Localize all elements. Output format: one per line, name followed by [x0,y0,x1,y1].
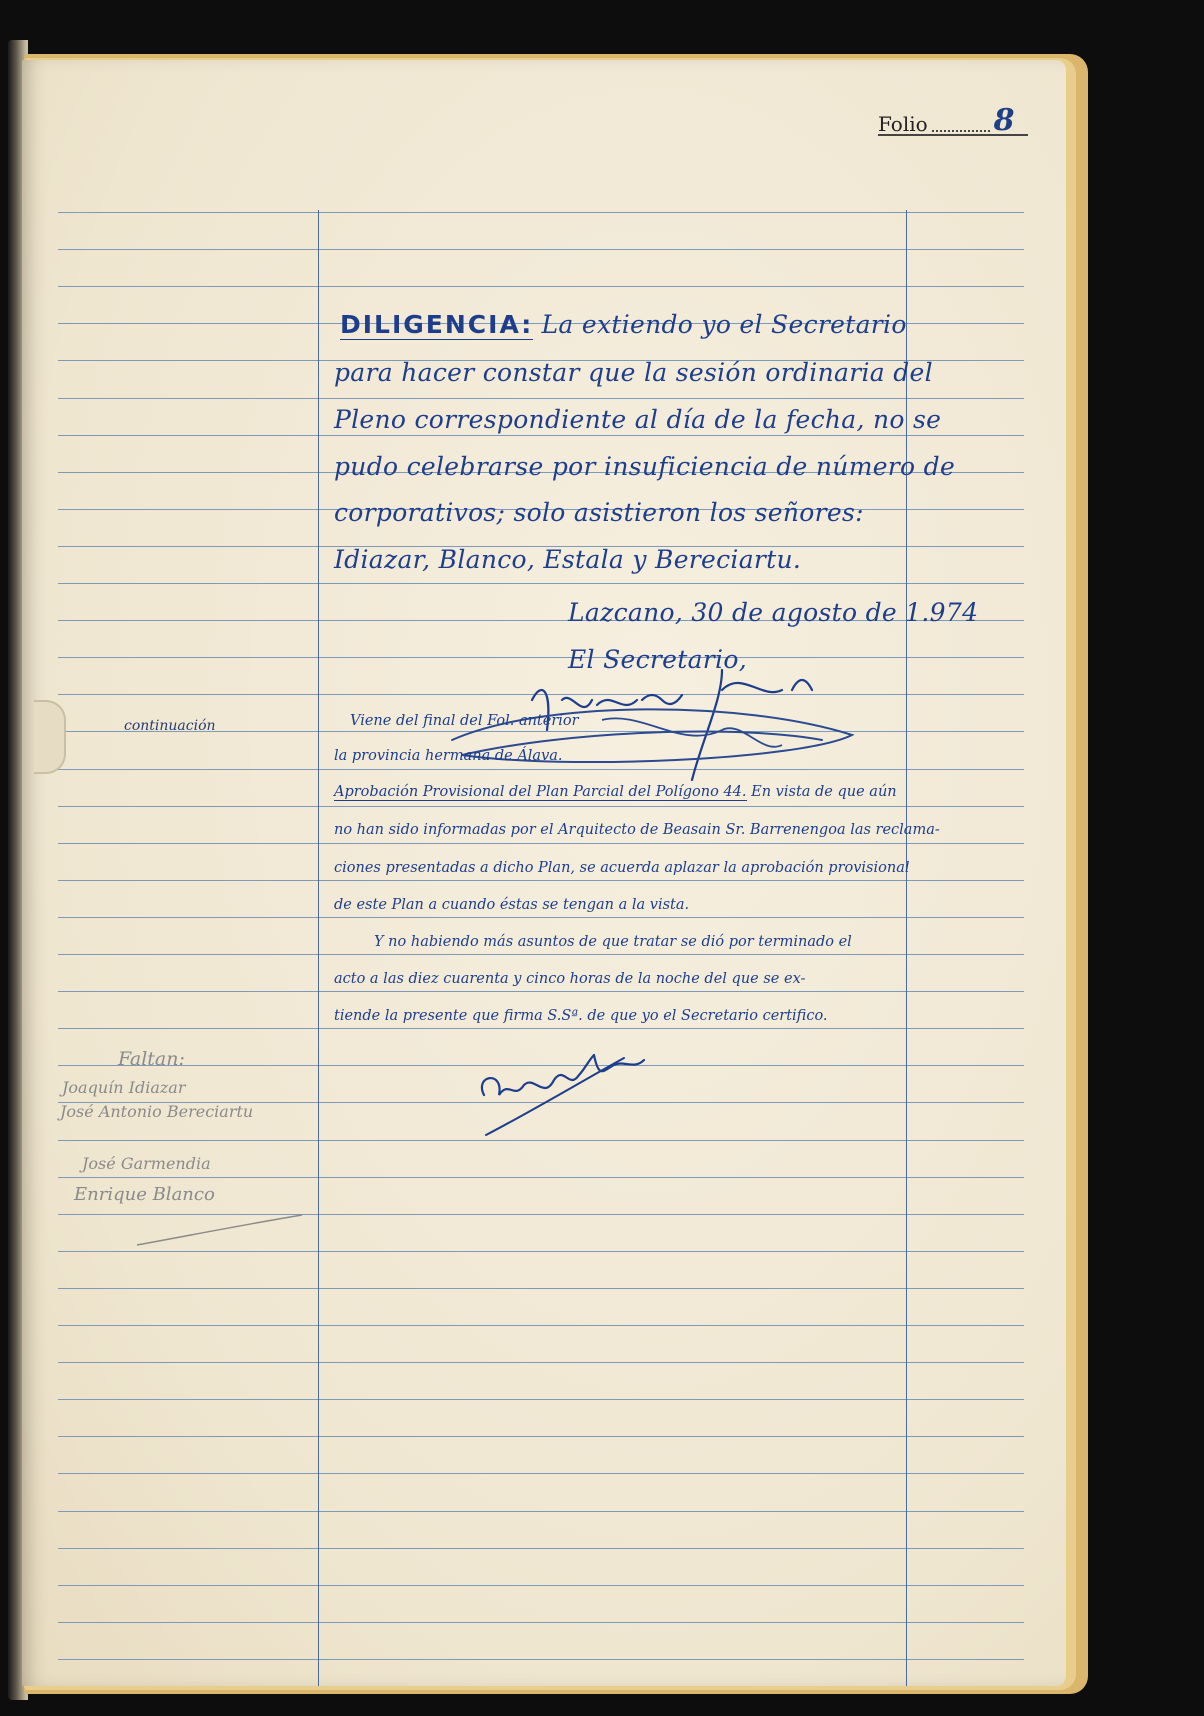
ruled-line [58,1548,1024,1549]
closing-line-3: tiende la presente que firma S.Sª. de que yo el Secretario certifico. [334,1008,828,1024]
place-date: Lazcano, 30 de agosto de 1.974 [568,598,979,627]
diligencia-line-2: para hacer constar que la sesión ordinaria del [334,358,933,387]
mayor-signature [474,1040,664,1150]
ruled-line [58,657,1024,658]
item-title: Aprobación Provisional del Plan Parcial del Polígono 44. [334,784,747,800]
ruled-line [58,435,1024,436]
continuation-line-2: la provincia hermana de Álava. [334,748,563,764]
margin-note-continuacion: continuación [124,718,216,734]
ruled-line [58,1362,1024,1363]
ruled-line [58,249,1024,250]
ruled-line [58,1511,1024,1512]
continuation-line-1: Viene del final del Fol. anterior [350,713,579,729]
ruled-line [58,1177,1024,1178]
ruled-line [58,1288,1024,1289]
item-line-4: de este Plan a cuando éstas se tengan a la vista. [334,897,690,913]
ruled-line [58,843,1024,844]
ruled-line [58,1585,1024,1586]
item-line-3: ciones presentadas a dicho Plan, se acuerda aplazar la aprobación provisional [334,860,910,876]
diligencia-text-1: La extiendo yo el Secretario [541,310,907,339]
ledger-page [22,60,1066,1686]
item-line-1 [334,784,897,800]
diligencia-line-5: corporativos; solo asistieron los señores: [334,498,864,527]
folio-header [878,100,1038,136]
ruled-line [58,286,1024,287]
pencil-flourish [132,1210,312,1250]
pencil-note-2: Joaquín Idiazar [62,1078,186,1097]
ruled-line [58,398,1024,399]
pencil-note-3: José Antonio Bereciartu [60,1102,254,1121]
ruled-line [58,1251,1024,1252]
margin-rule [318,210,319,1686]
diligencia-line-3: Pleno correspondiente al día de la fecha, no se [334,405,942,434]
pencil-note-1: Faltan: [118,1048,185,1070]
ruled-line [58,583,1024,584]
ruled-line [58,1325,1024,1326]
ruled-line [58,1028,1024,1029]
ruled-line [58,991,1024,992]
pencil-note-4: José Garmendia [82,1154,211,1173]
ruled-line [58,880,1024,881]
diligencia-heading: DILIGENCIA: [340,310,534,339]
ruled-line [58,917,1024,918]
secretary-closing: El Secretario, [568,645,747,674]
diligencia-line-6: Idiazar, Blanco, Estala y Bereciartu. [334,545,802,574]
pencil-note-5: Enrique Blanco [74,1184,215,1205]
binding-tab [34,700,66,774]
diligencia-line-4: pudo celebrarse por insuficiencia de número de [334,452,956,481]
ruled-line [58,1659,1024,1660]
diligencia-line-1 [340,310,907,339]
ruled-line [58,1399,1024,1400]
folio-number: 8 [993,103,1015,138]
ruled-line [58,1473,1024,1474]
folio-label: Folio [878,112,928,136]
closing-line-1: Y no habiendo más asuntos de que tratar se dió por terminado el [374,934,852,950]
ruled-line [58,1436,1024,1437]
ruled-line [58,954,1024,955]
ruled-line [58,806,1024,807]
item-line-2: no han sido informadas por el Arquitecto de Beasain Sr. Barrenengoa las reclama- [334,822,940,838]
closing-line-2: acto a las diez cuarenta y cinco horas de la noche del que se ex- [334,971,806,987]
ruled-line [58,1622,1024,1623]
folio-rule [878,134,1028,136]
secretary-signature [422,660,942,800]
folio-dots [932,126,990,132]
ruled-line [58,212,1024,213]
item-text-1: En vista de que aún [751,784,897,800]
